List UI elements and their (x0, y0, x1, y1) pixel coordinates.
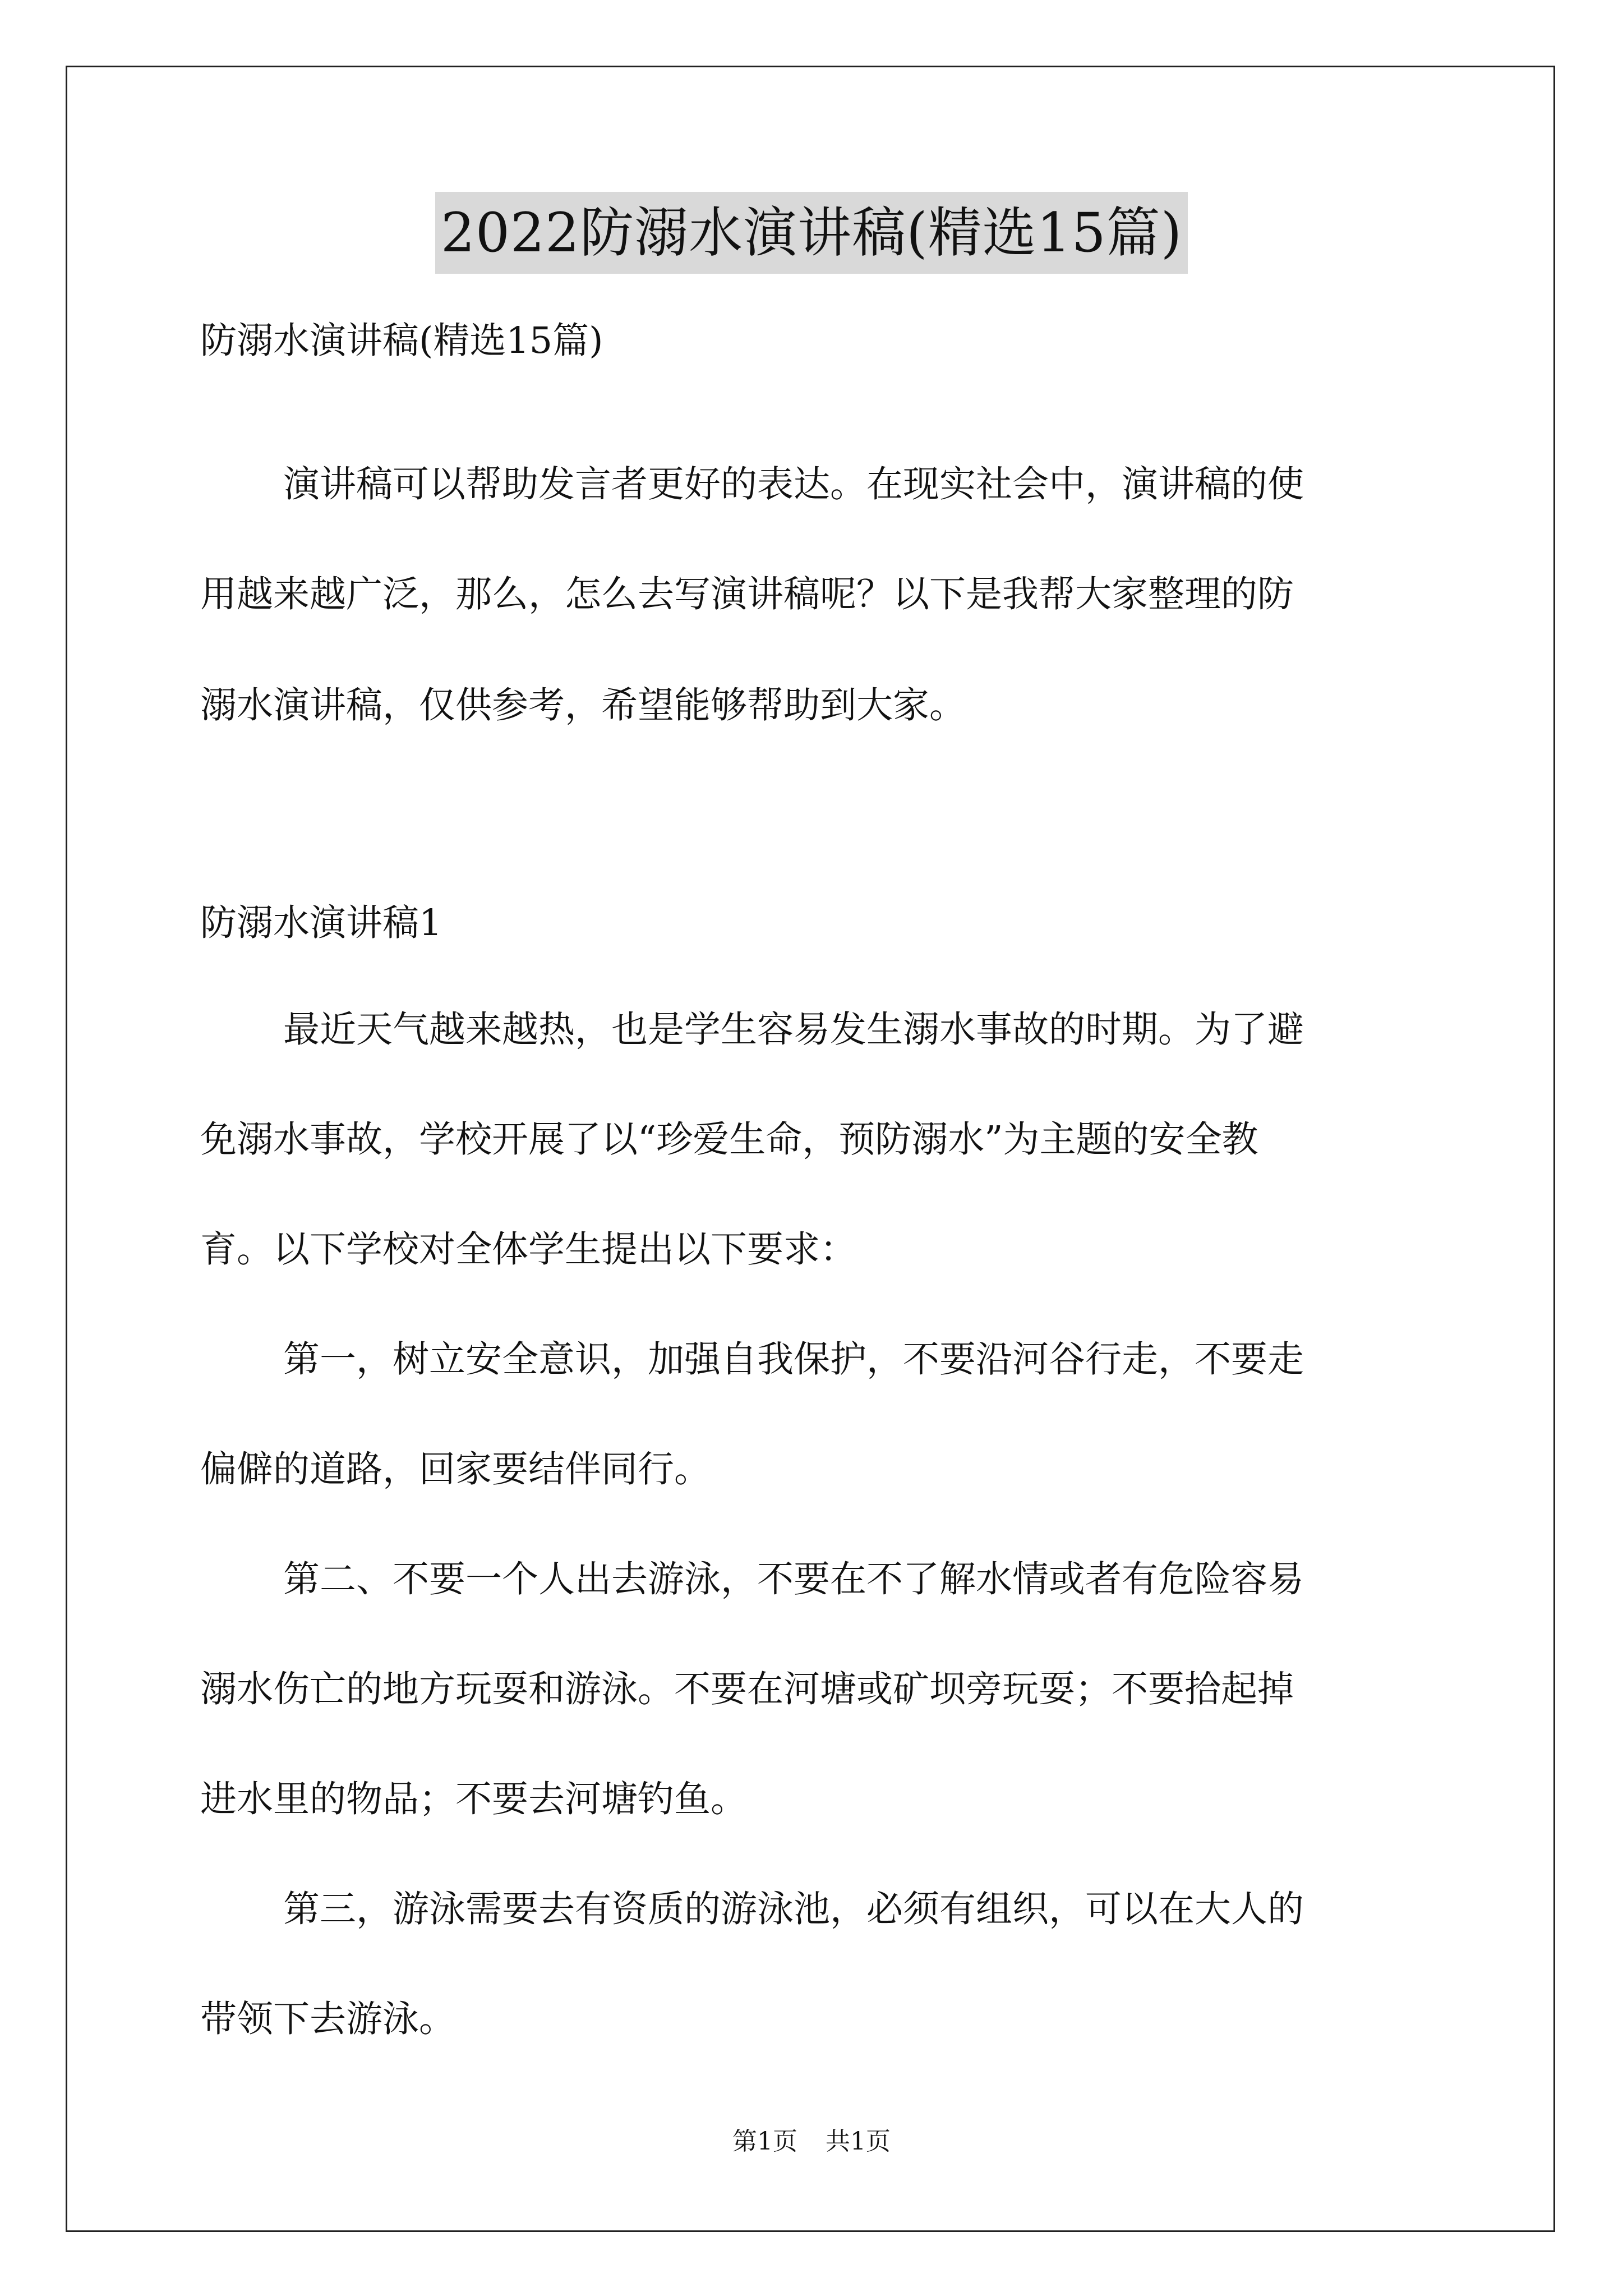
section-heading: 防溺水演讲稿1 (200, 902, 442, 944)
intro-line: 演讲稿可以帮助发言者更好的表达。在现实社会中，演讲稿的使 (283, 463, 1304, 505)
page-footer (0, 2125, 1623, 2159)
intro-line: 溺水演讲稿，仅供参考，希望能够帮助到大家。 (200, 684, 966, 726)
section-line: 第二、不要一个人出去游泳，不要在不了解水情或者有危险容易 (283, 1558, 1304, 1600)
section-line: 带领下去游泳。 (200, 1998, 456, 2040)
section-line: 免溺水事故，学校开展了以“珍爱生命，预防溺水”为主题的安全教 (200, 1119, 1258, 1161)
section-line: 溺水伤亡的地方玩耍和游泳。不要在河塘或矿坝旁玩耍；不要拾起掉 (200, 1668, 1294, 1710)
page-number-current: 第1页 (732, 2127, 797, 2156)
page-number-total: 共1页 (826, 2127, 891, 2156)
title-container (0, 192, 1623, 274)
section-line: 第一，树立安全意识，加强自我保护，不要沿河谷行走，不要走 (283, 1338, 1304, 1381)
section-line: 育。以下学校对全体学生提出以下要求： (200, 1228, 857, 1271)
section-line: 进水里的物品；不要去河塘钓鱼。 (200, 1778, 748, 1820)
intro-line: 用越来越广泛，那么，怎么去写演讲稿呢？以下是我帮大家整理的防 (200, 573, 1294, 615)
document-title: 2022防溺水演讲稿(精选15篇) (435, 192, 1188, 274)
section-line: 偏僻的道路，回家要结伴同行。 (200, 1448, 711, 1490)
section-line: 第三，游泳需要去有资质的游泳池，必须有组织，可以在大人的 (283, 1888, 1304, 1930)
document-subtitle: 防溺水演讲稿(精选15篇) (200, 320, 603, 362)
section-line: 最近天气越来越热，也是学生容易发生溺水事故的时期。为了避 (283, 1009, 1304, 1051)
